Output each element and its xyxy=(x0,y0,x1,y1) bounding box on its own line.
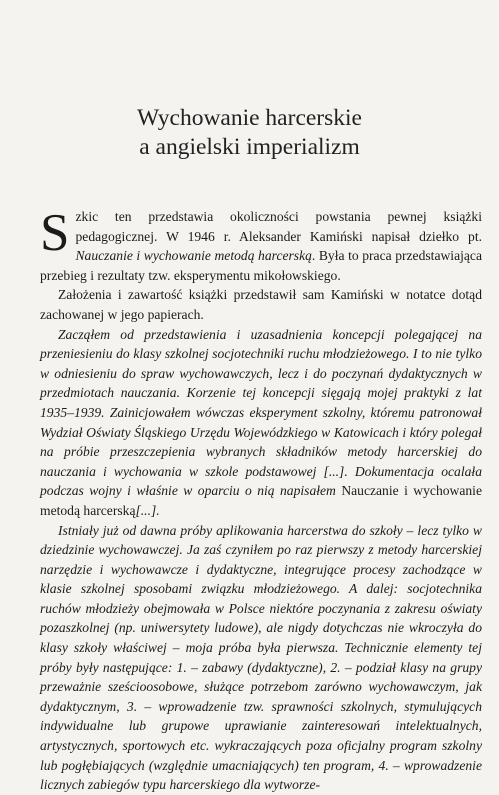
quote-text-1: Zacząłem od przedstawienia i uzasadnienia koncepcji polegającej na przeniesieniu do klasy szkolnej socjotechniki ruchu młodzieżowego. I to nie tylko w odniesieniu do spraw wychowawczych, lecz i do poczynań dydaktycznych w przedmiotach nauczania. Korzenie tej koncepcji sięgają mojej praktyki z lat 1935–1939. Zainicjowałem wówczas eksperyment szkolny, któremu patronował Wydział Oświaty Śląskiego Urzędu Wojewódzkiego w Katowicach i który polegał na próbie przeszczepienia wybranych składników metody harcerskiej do nauczania i wychowania w szkole podstawowej [...]. Dokumentacja ocalała podczas wojny i właśnie w oparciu o nią napisałem xyxy=(40,326,482,499)
quote-text-2: [...]. xyxy=(135,502,160,518)
chapter-title xyxy=(0,104,499,162)
paragraph-quote-2: Istniały już od dawna próby aplikowania harcerstwa do szkoły – lecz tylko w dziedzinie wychowawczej. Ja zaś czyniłem po raz pierwszy z metody harcerskiej narzędzie i wychowawcze i dydaktyczne, integrujące procesy zachodzące w klasie szkolnej sposobami związku młodzieżowego. A dalej: socjotechnika ruchów młodzieży obejmowała w Polsce niektóre poczynania z zakresu oświaty pozaszkolnej (np. uniwersytety ludowe), ale nigdy dotychczas nie wkroczyła do klasy szkoły właściwej – moja próba była pierwsza. Technicznie elementy tej próby były następujące: 1. – zabawy (dydaktyczne), 2. – podział klasy na grupy przeważnie sześcioosobowe, służące potrzebom zarówno wychowawczym, jak dydaktycznym, 3. – wprowadzenie tzw. sprawności szkolnych, stymulujących indywidualne lub grupowe uprawianie zainteresowań intelektualnych, artystycznych, sportowych etc. wykraczających poza oficjalny program szkolny lub pogłębiających (względnie umacniających) ten program, 4. – wprowadzenie licznych zabiegów typu harcerskiego dla wytworze- xyxy=(40,522,482,793)
intro-text-2: . Była to praca przedstawiająca przebieg i rezultaty tzw. eksperymentu mikołowskiego. xyxy=(40,248,482,283)
paragraph-assumptions: Założenia i zawartość książki przedstawił sam Kamiński w notatce dotąd zachowanej w jego papierach. xyxy=(40,287,482,322)
paragraph-quote-1 xyxy=(40,325,482,521)
intro-text-1: zkic ten przedstawia okoliczności powstania pewnej książki pedagogicznej. W 1946 r. Aleksander Kamiński napisał dziełko pt. xyxy=(75,209,482,244)
chapter-title-line-2: a angielski imperializm xyxy=(139,134,360,160)
paragraph-intro xyxy=(40,204,482,285)
book-title-italic: Nauczanie i wychowanie metodą harcerską xyxy=(75,248,312,264)
body-text xyxy=(40,204,482,795)
quote-book-title: Nauczanie i wychowanie metodą harcerską xyxy=(40,483,482,518)
drop-cap: S xyxy=(40,204,70,262)
chapter-title-line-1: Wychowanie harcerskie xyxy=(137,105,362,131)
